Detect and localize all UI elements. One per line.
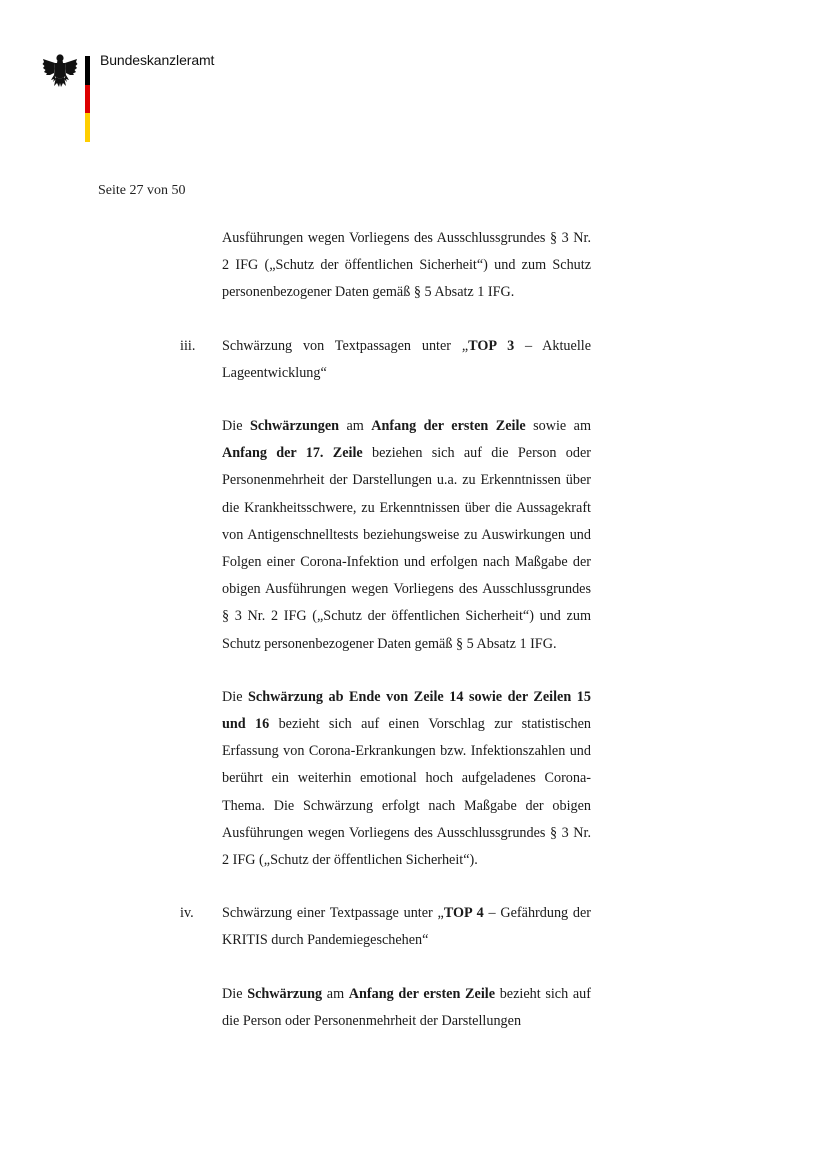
bold-text: Schwärzung — [247, 985, 323, 1002]
item-heading — [222, 900, 591, 954]
flag-red — [85, 85, 90, 114]
heading-text: Schwärzung einer Textpassage unter „ — [222, 905, 444, 922]
text: Die — [222, 688, 249, 705]
text: am — [322, 985, 349, 1002]
text: am — [339, 418, 372, 435]
bold-text: Anfang der ersten Zeile — [348, 985, 495, 1002]
heading-text: – Aktuelle Lageentwicklung“ — [222, 337, 592, 381]
heading-bold: TOP 4 — [443, 905, 484, 922]
paragraph-intro: Ausführungen wegen Vorliegens des Ausschlussgrundes § 3 Nr. 2 IFG („Schutz der öffentlichen Sicherheit“) und zum Schutz personenbezogener Daten gemäß § 5 Absatz 1 IFG. — [222, 230, 591, 301]
heading-text: – Gefährdung der KRITIS durch Pandemiegeschehen“ — [222, 905, 591, 949]
list-number: iv. — [180, 905, 194, 922]
paragraph-iii-1 — [222, 413, 591, 658]
list-number: iii. — [180, 337, 196, 354]
text: Die — [222, 985, 248, 1002]
list-item-iv — [180, 900, 591, 954]
flag-black — [85, 56, 90, 85]
text: bezieht sich auf einen Vorschlag zur statistischen Erfassung von Corona-Erkrankungen bzw. Infektionszahlen und berührt ein weiterhin emotional hoch aufgeladenes Corona-Thema. Die Schwärzung erfolgt nach Maßgabe der obigen Ausführungen wegen Vorliegens des Ausschlussgrundes § 3 Nr. 2 IFG („Schutz der öffentlichen Sicherheit“). — [222, 716, 592, 869]
document-body — [180, 225, 592, 1035]
text: sowie am — [525, 418, 591, 435]
paragraph-iii-2 — [222, 684, 591, 874]
flag-gold — [85, 113, 90, 142]
text: Die — [222, 418, 250, 435]
bold-text: Schwärzung ab Ende von Zeile 14 sowie der Zeilen 15 und 16 — [222, 688, 591, 733]
text: bezieht sich auf die Person oder Personenmehrheit der Darstellungen — [222, 985, 591, 1029]
heading-bold: TOP 3 — [468, 337, 515, 354]
bold-text: Anfang der 17. Zeile — [222, 445, 363, 462]
text: beziehen sich auf die Person oder Personenmehrheit der Darstellungen u.a. zu Erkenntnissen über die Krankheitsschwere, zu Erkenntnissen über die Aussagekraft von Antigenschnelltests beziehungsweise zu Auswirkungen und Folgen einer Corona-Infektion und erfolgen nach Maßgabe der obigen Ausführungen wegen Vorliegens des Ausschlussgrundes § 3 Nr. 2 IFG („Schutz der öffentlichen Sicherheit“) und zum Schutz personenbezogener Daten gemäß § 5 Absatz 1 IFG. — [222, 445, 592, 652]
list-item-iii — [180, 333, 592, 387]
item-heading — [222, 333, 591, 387]
paragraph-iv-1 — [222, 981, 591, 1035]
bold-text: Anfang der ersten Zeile — [371, 418, 526, 435]
heading-text: Schwärzung von Textpassagen unter „ — [222, 337, 469, 354]
federal-eagle-icon — [42, 52, 78, 88]
page-number: Seite 27 von 50 — [98, 183, 186, 198]
bold-text: Schwärzungen — [249, 418, 340, 435]
organization-name: Bundeskanzleramt — [100, 52, 215, 68]
flag-stripe — [85, 56, 90, 142]
